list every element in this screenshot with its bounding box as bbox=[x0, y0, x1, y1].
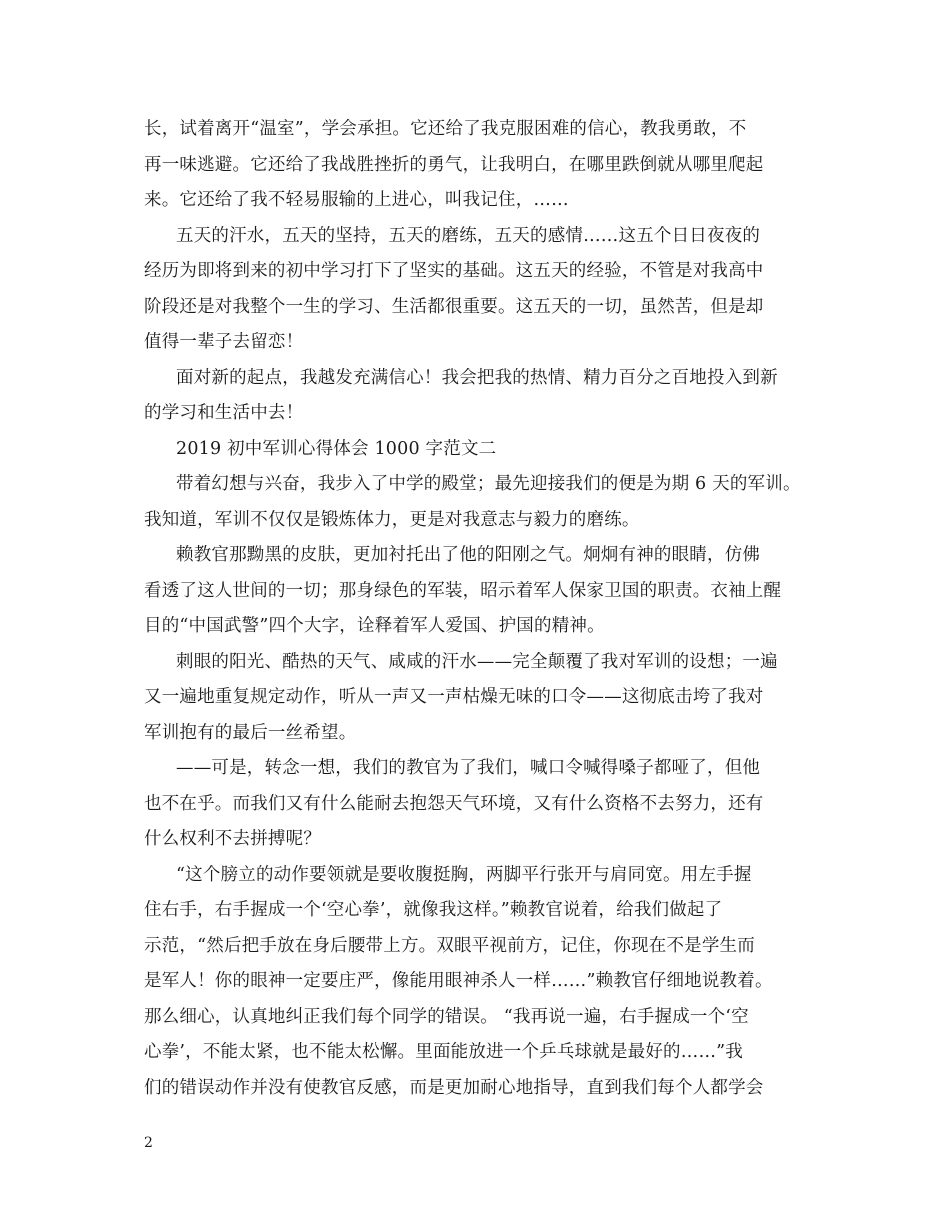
text-line: 住右手，右手握成一个‘空心拳’，就像我这样。”赖教官说着，给我们做起了 bbox=[144, 900, 723, 920]
document-body bbox=[144, 112, 824, 1106]
paragraph-start-line: 面对新的起点，我越发充满信心！我会把我的热情、精力百分之百地投入到新 bbox=[176, 367, 778, 388]
text-line: 看透了这人世间的一切；那身绿色的军装，昭示着军人保家卫国的职责。衣袖上醒 bbox=[144, 580, 782, 601]
page-number: 2 bbox=[144, 1135, 153, 1151]
text-line: 是军人！你的眼神一定要庄严，像能用眼神杀人一样……”赖教官仔细地说教着。 bbox=[144, 971, 773, 991]
text-line: 示范，“然后把手放在身后腰带上方。双眼平视前方，记住，你现在不是学生而 bbox=[144, 935, 755, 956]
text-line: 目的“中国武警”四个大字，诠释着军人爱国、护国的精神。 bbox=[144, 616, 605, 636]
paragraph-start-line: 赖教官那黝黑的皮肤，更加衬托出了他的阳刚之气。炯炯有神的眼睛，仿佛 bbox=[176, 545, 761, 565]
text-line: 阶段还是对我整个一生的学习、生活都很重要。这五天的一切，虽然苦，但是却 bbox=[144, 296, 764, 317]
text-line: 们的错误动作并没有使教官反感，而是更加耐心地指导，直到我们每个人都学会 bbox=[144, 1077, 764, 1098]
text-line: 长，试着离开“温室”，学会承担。它还给了我克服困难的信心，教我勇敢，不 bbox=[144, 119, 747, 139]
text-line: 来。它还给了我不轻易服输的上进心，叫我记住，…… bbox=[144, 190, 569, 210]
text-line: 再一味逃避。它还给了我战胜挫折的勇气，让我明白，在哪里跌倒就从哪里爬起 bbox=[144, 154, 764, 175]
text-line: 又一遍地重复规定动作，听从一声又一声枯燥无味的口令——这彻底击垮了我对 bbox=[144, 687, 764, 707]
text-line: 我知道，军训不仅仅是锻炼体力，更是对我意志与毅力的磨练。 bbox=[144, 509, 640, 530]
text-line: 的学习和生活中去！ bbox=[144, 403, 304, 423]
paragraph-start-line: 带着幻想与兴奋，我步入了中学的殿堂；最先迎接我们的便是为期 6 天的军训。 bbox=[176, 474, 801, 494]
paragraph-start-line: “这个膀立的动作要领就是要收腹挺胸，两脚平行张开与肩同宽。用左手握 bbox=[176, 864, 752, 885]
text-line: 什么权利不去拼搏呢？ bbox=[144, 829, 321, 849]
text-line: 经历为即将到来的初中学习打下了坚实的基础。这五天的经验，不管是对我高中 bbox=[144, 261, 764, 281]
text-line: 那么细心，认真地纠正我们每个同学的错误。 “我再说一遍，右手握成一个‘空 bbox=[144, 1006, 749, 1027]
section-heading: 2019 初中军训心得体会 1000 字范文二 bbox=[176, 438, 497, 459]
text-line: 值得一辈子去留恋！ bbox=[144, 332, 304, 352]
paragraph-start-line: 五天的汗水，五天的坚持，五天的磨练，五天的感情……这五个日日夜夜的 bbox=[176, 225, 761, 246]
text-line: 心拳’，不能太紧，也不能太松懈。里面能放进一个乒乓球就是最好的……”我 bbox=[144, 1042, 744, 1062]
text-line: 也不在乎。而我们又有什么能耐去抱怨天气环境，又有什么资格不去努力，还有 bbox=[144, 793, 764, 814]
paragraph-start-line: ——可是，转念一想，我们的教官为了我们，喊口令喊得嗓子都哑了，但他 bbox=[176, 758, 761, 778]
text-line: 军训抱有的最后一丝希望。 bbox=[144, 722, 357, 743]
paragraph-start-line: 刺眼的阳光、酷热的天气、咸咸的汗水——完全颠覆了我对军训的设想；一遍 bbox=[176, 651, 778, 672]
